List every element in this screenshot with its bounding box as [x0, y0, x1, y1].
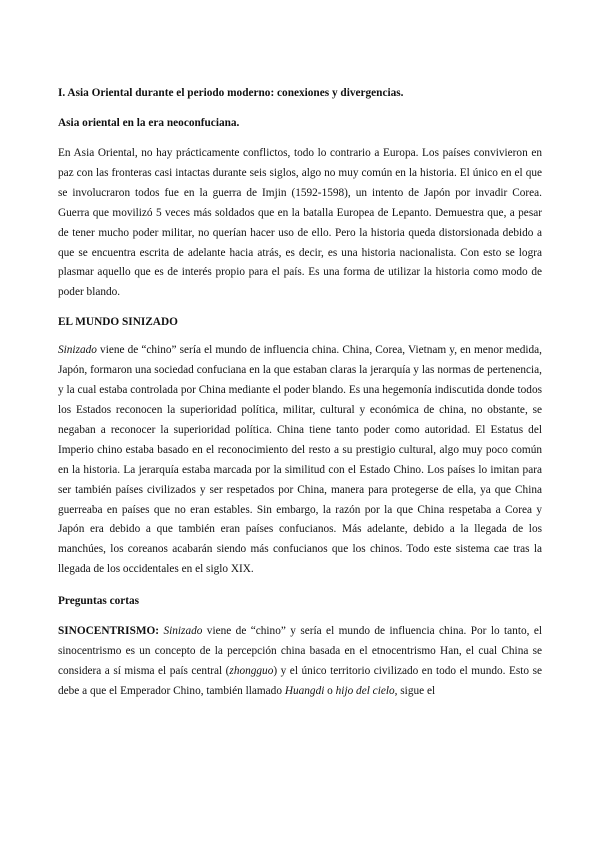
paragraph-sinocentrism — [58, 622, 542, 702]
sinocentrism-text-a: viene de “chino” y sería el mundo de influencia china. Por lo tanto, el sinocentrismo es un concepto de la percepción china basada en el etnocentrismo Han, el cual China se considera a sí misma el país central ( — [58, 625, 542, 677]
term-hijo-del-cielo: hijo del cielo — [335, 684, 395, 697]
section-heading-short-questions: Preguntas cortas — [58, 595, 140, 608]
term-huangdi: Huangdi — [284, 684, 325, 697]
paragraph-neoconfucian: En Asia Oriental, no hay prácticamente conflictos, todo lo contrario a Europa. Los países convivieron en paz con las fronteras casi intactas durante seis siglos, algo no muy común en la historia. El único en el que se involucraron todos fue en la guerra de Imjin (1592-1598), un intento de Japón por invadir Corea. Guerra que movilizó 5 veces más soldados que en la batalla Europea de Lepanto. Demuestra que, a pesar de tener mucho poder militar, no querían hacer uso de ello. Pero la historia queda distorsionada debido a que se encuentra escrita de adelante hacia atrás, es decir, es una historia nacionalista. Con esto se logra plasmar aquello que es de interés propio para el país. Es una forma de utilizar la historia como modo de poder blando. — [58, 147, 542, 299]
term-sinizado: Sinizado — [58, 344, 97, 357]
paragraph-sinized-world — [58, 341, 542, 580]
term-sinizado-2: Sinizado — [163, 625, 203, 638]
paragraph-sinized-text: viene de “chino” sería el mundo de influencia china. China, Corea, Vietnam y, en menor medida, Japón, formaron una sociedad confuciana en la que estaban claras la jerarquía y las normas de pertenencia, y la cual estaba controlada por China mediante el poder blando. Es una hegemonía indiscutida donde todos los Estados reconocen la superioridad política, militar, cultural y económica de china, no obstante, se negaban a reconocer la superioridad política. China tiene tanto poder como autoridad. El Estatus del Imperio chino estaba basado en el reconocimiento del resto a su prestigio cultural, algo muy poco común en la historia. La jerarquía estaba marcada por la similitud con el Estado Chino. Los países lo imitan para ser también países civilizados y ser respetados por China, manera para protegerse de ella, ya que China guerreaba en países que no eran estables. Sin embargo, la razón por la que China respetaba a Corea y Japón era debido a que también eran países confucianos. Más adelante, debido a la llegada de los manchúes, los coreanos acabarán siendo más confucianos que los chinos. Todo este sistema cae tras la llegada de los occidentales en el siglo XIX. — [58, 344, 542, 576]
sinocentrism-text-d: , sigue el — [394, 684, 436, 697]
sinocentrism-text-b: ) y el único territorio civilizado en todo el mundo. Esto se debe a que el Emperador Chino, también llamado — [58, 664, 542, 697]
sinocentrism-text-c: o — [324, 684, 336, 697]
document-title: I. Asia Oriental durante el periodo moderno: conexiones y divergencias. — [58, 87, 404, 99]
section-heading-sinized-world: EL MUNDO SINIZADO — [58, 316, 178, 329]
section-heading-neoconfucian: Asia oriental en la era neoconfuciana. — [58, 117, 240, 129]
term-zhongguo: zhongguo — [229, 664, 274, 677]
term-label-sinocentrism: SINOCENTRISMO: — [58, 625, 160, 638]
